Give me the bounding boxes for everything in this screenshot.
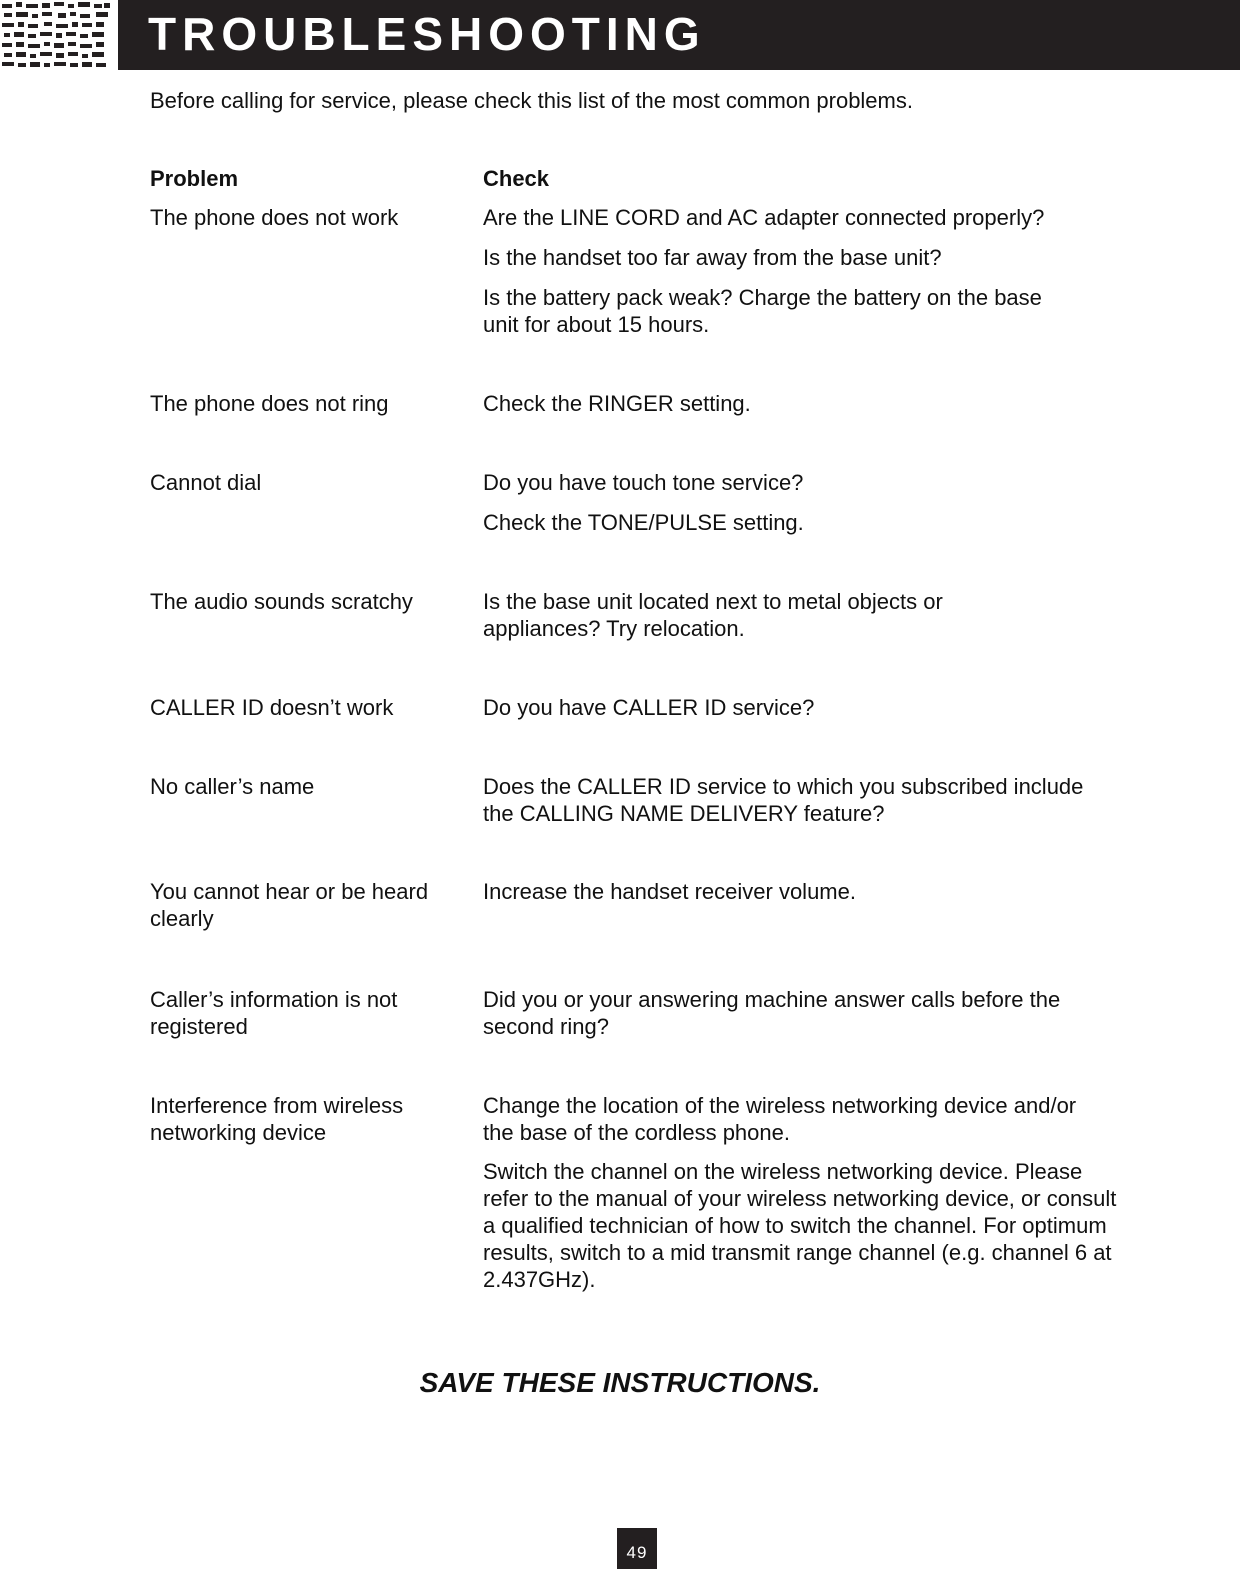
check-text: Are the LINE CORD and AC adapter connected properly? bbox=[483, 205, 1045, 230]
check-text: Do you have CALLER ID service? bbox=[483, 695, 815, 720]
check-text: Change the location of the wireless networking device and/or the base of the cordless phone. bbox=[483, 1093, 1077, 1145]
problem-text: Cannot dial bbox=[150, 470, 262, 495]
check-text: Is the base unit located next to metal objects or appliances? Try relocation. bbox=[483, 589, 943, 641]
check-text: Is the battery pack weak? Charge the battery on the base unit for about 15 hours. bbox=[483, 285, 1042, 337]
page-title: TROUBLESHOOTING bbox=[148, 8, 706, 60]
check-text: Do you have touch tone service? bbox=[483, 470, 804, 495]
column-header-check: Check bbox=[483, 166, 550, 191]
check-text: Check the RINGER setting. bbox=[483, 391, 751, 416]
problem-text: CALLER ID doesn’t work bbox=[150, 695, 394, 720]
problem-text: The phone does not ring bbox=[150, 391, 389, 416]
check-text: Did you or your answering machine answer calls before the second ring? bbox=[483, 987, 1061, 1039]
check-text: Switch the channel on the wireless networking device. Please refer to the manual of your wireless networking device, or consult a qualified technician of how to switch the channel. For optimum results, switch to a mid transmit range channel (e.g. channel 6 at 2.437GHz). bbox=[483, 1159, 1117, 1292]
check-text: Is the handset too far away from the base unit? bbox=[483, 245, 942, 270]
intro-text: Before calling for service, please check this list of the most common problems. bbox=[150, 88, 913, 113]
check-text: Does the CALLER ID service to which you subscribed include the CALLING NAME DELIVERY feature? bbox=[483, 774, 1084, 826]
problem-text: The phone does not work bbox=[150, 205, 399, 230]
problem-text: The audio sounds scratchy bbox=[150, 589, 413, 614]
check-text: Increase the handset receiver volume. bbox=[483, 879, 856, 904]
problem-text: You cannot hear or be heard clearly bbox=[150, 879, 429, 931]
column-header-problem: Problem bbox=[150, 166, 239, 191]
header-bar bbox=[118, 0, 1240, 70]
page-number: 49 bbox=[617, 1528, 657, 1569]
problem-text: No caller’s name bbox=[150, 774, 315, 799]
check-text: Check the TONE/PULSE setting. bbox=[483, 510, 804, 535]
problem-text: Interference from wireless networking device bbox=[150, 1093, 404, 1145]
problem-text: Caller’s information is not registered bbox=[150, 987, 398, 1039]
save-instructions-note: SAVE THESE INSTRUCTIONS. bbox=[419, 1367, 821, 1398]
brand-logo-icon bbox=[0, 0, 112, 70]
